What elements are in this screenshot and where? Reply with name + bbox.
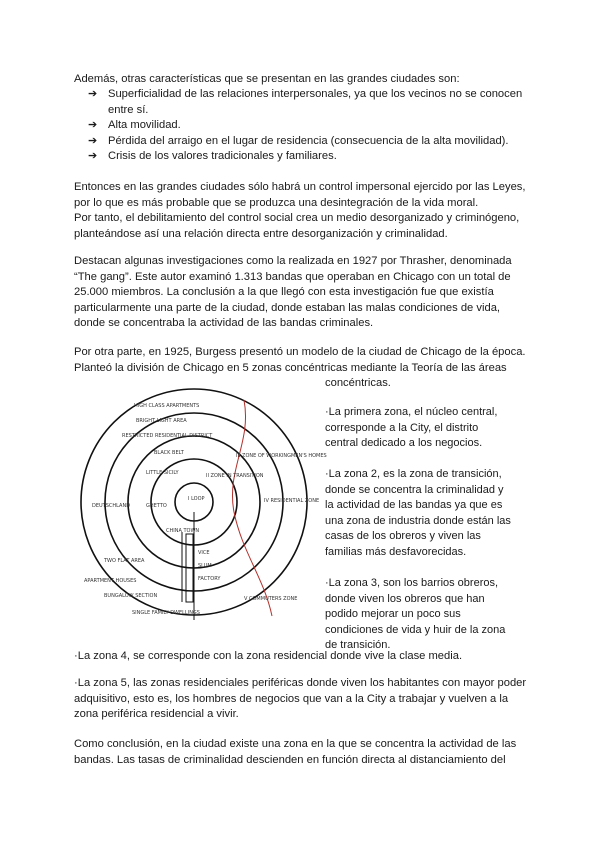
area-label: TWO FLAT AREA — [104, 558, 145, 564]
paragraph-burgess-line2: Planteó la división de Chicago en 5 zonas concéntricas mediante la Teoría de las áreas — [74, 362, 507, 374]
zone-1-label: I LOOP — [188, 496, 205, 502]
area-label: GHETTO — [146, 503, 167, 509]
characteristics-list — [88, 87, 533, 165]
area-label: CHINA TOWN — [166, 528, 200, 534]
area-label: VICE — [198, 550, 210, 556]
intro-text: Además, otras características que se presentan en las grandes ciudades son: — [74, 73, 460, 85]
list-item: ➔ Alta movilidad. — [88, 118, 533, 134]
zone-5-label: V COMMUTERS ZONE — [244, 596, 298, 602]
area-label: BUNGALOW SECTION — [104, 593, 158, 599]
paragraph-burgess-line1: Por otra parte, en 1925, Burgess presentó un modelo de la ciudad de Chicago de la época. — [74, 346, 526, 358]
paragraph-thrasher: Destacan algunas investigaciones como la realizada en 1927 por Thrasher, denominada “The gang”. Este autor examinó 1.313 bandas que operaban en Chicago con un total de 25.000 miembros. La conclusión a la que llegó con esta investigación fue que existía particularmente una parte de la ciudad, donde estaban las malas condiciones de vida, donde se concentraba la actividad de las bandas criminales. — [74, 255, 512, 330]
concentric-zones-diagram — [74, 382, 327, 628]
list-item: ➔ Crisis de los valores tradicionales y familiares. — [88, 149, 533, 165]
area-label: SLUM — [198, 563, 212, 569]
conclusion-paragraph: Como conclusión, en la ciudad existe una zona en la que se concentra la actividad de las bandas. Las tasas de criminalidad descienden en función directa al distanciamiento del — [74, 738, 517, 766]
area-label: BLACK BELT — [154, 450, 184, 456]
area-label: HIGH CLASS APARTMENTS — [134, 403, 200, 409]
zone-5-description: ·La zona 5, las zonas residenciales periféricas donde viven los habitantes con mayor poder adquisitivo, esto es, los hombres de negocios que van a la City a trabajar y vuelven a la zona periférica residencial a vivir. — [74, 677, 527, 721]
zone-4-description: ·La zona 4, se corresponde con la zona residencial donde vive la clase media. — [74, 650, 463, 662]
area-label: DEUTSCHLAND — [92, 503, 131, 509]
area-label: APARTMENT HOUSES — [84, 578, 137, 584]
paragraph-burgess-line3: concéntricas. — [325, 377, 391, 389]
paragraph-control-2: Por tanto, el debilitamiento del control social crea un medio desorganizado y criminógeno, planteándose así una relación directa entre desorganización y criminalidad. — [74, 212, 520, 240]
arrow-icon: ➔ — [88, 88, 98, 100]
list-item: ➔ Superficialidad de las relaciones interpersonales, ya que los vecinos no se conocen entre sí. — [88, 88, 523, 116]
zone-1-description: ·La primera zona, el núcleo central, corresponde a la City, el distrito central dedicado a los negocios. — [325, 406, 498, 450]
area-label: BRIGHT LIGHT AREA — [136, 418, 187, 424]
area-label: FACTORY — [198, 576, 221, 582]
zone-3-label: III ZONE OF WORKINGMEN'S HOMES — [236, 453, 327, 459]
zone-3-description: ·La zona 3, son los barrios obreros, donde viven los obreros que han podido mejorar un poco sus condiciones de vida y huir de la zona de transición. — [325, 577, 506, 652]
area-label: LITTLE SICILY — [146, 470, 179, 476]
arrow-icon: ➔ — [88, 150, 98, 163]
area-label: RESTRICTED RESIDENTIAL DISTRICT — [122, 433, 213, 439]
list-item: ➔ Pérdida del arraigo en el lugar de residencia (consecuencia de la alta movilidad). — [88, 134, 533, 150]
arrow-icon: ➔ — [88, 134, 98, 147]
area-label: SINGLE FAMILY DWELLINGS — [132, 610, 200, 616]
zone-2-description: ·La zona 2, es la zona de transición, donde se concentra la criminalidad y la actividad de las bandas ya que es una zona de industria donde están las casas de los obreros y viven las familias más desfavorecidas. — [325, 468, 511, 558]
paragraph-control-1: Entonces en las grandes ciudades sólo habrá un control impersonal ejercido por las Leyes, por lo que es más probable que se produzca una desintegración de la vida moral. — [74, 181, 526, 209]
arrow-icon: ➔ — [88, 119, 98, 132]
zone-4-label: IV RESIDENTIAL ZONE — [264, 498, 320, 504]
zone-2-label: II ZONE IN TRANSITION — [206, 473, 264, 479]
lake-shore-line — [232, 400, 272, 616]
